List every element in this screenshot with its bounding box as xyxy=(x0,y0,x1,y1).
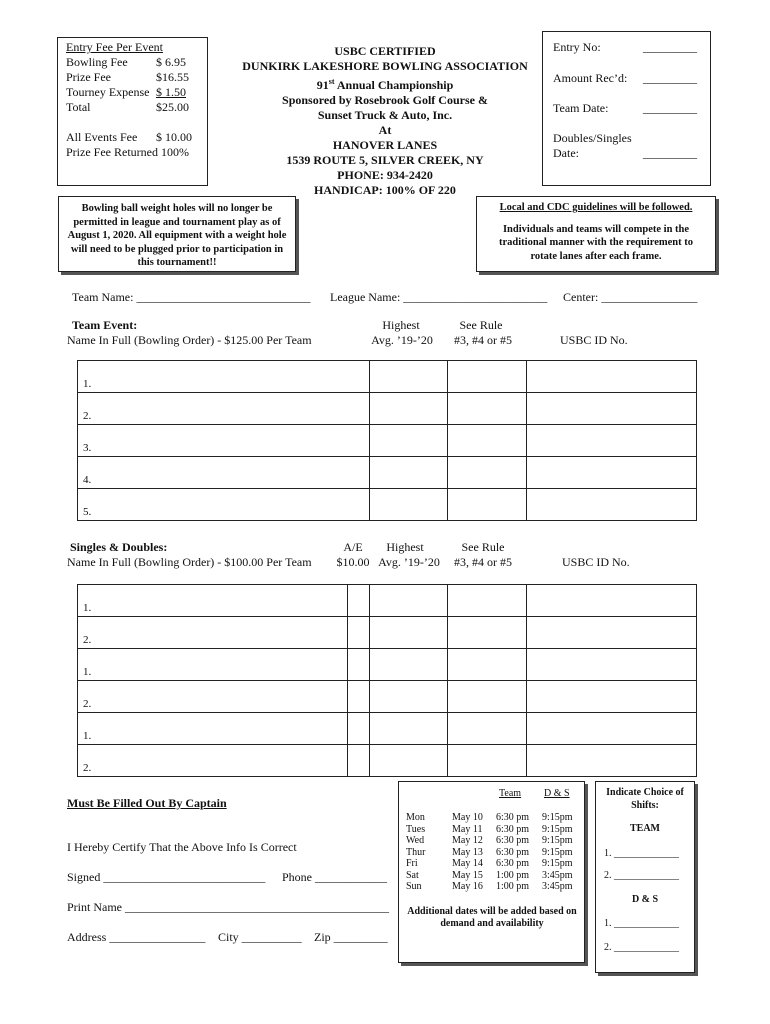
rule-cell[interactable] xyxy=(448,681,527,713)
ds-time: 9:15pm xyxy=(542,846,573,858)
fee-value: $25.00 xyxy=(156,100,189,114)
team-time: 6:30 pm xyxy=(496,846,530,858)
rule-cell[interactable] xyxy=(448,393,527,425)
team-time: 1:00 pm xyxy=(496,869,530,881)
shift-team-choice-2[interactable]: 2. _____________ xyxy=(604,870,679,881)
shift-ds-label: D & S xyxy=(631,894,659,905)
fee-heading: Entry Fee Per Event xyxy=(66,40,163,54)
ds-time: 9:15pm xyxy=(542,858,573,869)
col-highest: Avg. ’19-’20 xyxy=(378,555,440,569)
schedule-row xyxy=(404,870,575,882)
col-ae: A/E xyxy=(343,540,363,554)
team-event-title: Team Event: xyxy=(72,318,138,332)
bowler-name-cell[interactable]: 1. xyxy=(78,649,348,681)
team-event-table xyxy=(77,360,697,521)
ae-cell[interactable] xyxy=(347,585,369,617)
date: May 10 xyxy=(452,812,483,823)
shift-title: Indicate Choice of Shifts: xyxy=(606,787,684,811)
ds-time: 3:45pm xyxy=(542,881,573,892)
col-highest: Highest xyxy=(386,540,424,554)
league-name-field[interactable]: League Name: ________________________ xyxy=(330,290,548,304)
phone-field[interactable]: Phone ____________ xyxy=(282,870,387,884)
team-name-field[interactable]: Team Name: _____________________________ xyxy=(72,290,311,304)
avg-cell[interactable] xyxy=(369,649,448,681)
avg-cell[interactable] xyxy=(369,457,448,489)
shift-team-choice-1[interactable]: 1. _____________ xyxy=(604,848,679,859)
shift-team-label: TEAM xyxy=(630,823,660,834)
ds-date-blank[interactable]: _________ xyxy=(643,146,697,160)
header-line: PHONE: 934-2420 xyxy=(337,168,433,182)
team-event-subtitle: Name In Full (Bowling Order) - $125.00 Per Team xyxy=(67,333,312,347)
ae-cell[interactable] xyxy=(347,649,369,681)
bowler-name-cell[interactable]: 3. xyxy=(78,425,370,457)
notice-title: Local and CDC guidelines will be followed. xyxy=(499,202,693,213)
ds-time: 9:15pm xyxy=(542,812,573,823)
col-usbc: USBC ID No. xyxy=(560,333,628,347)
bowler-name-cell[interactable]: 1. xyxy=(78,361,370,393)
cdc-notice xyxy=(476,196,716,272)
fee-value: $16.55 xyxy=(156,70,189,84)
doubles-subtitle: Name In Full (Bowling Order) - $100.00 Per Team xyxy=(67,555,312,569)
table-row xyxy=(78,585,697,617)
day: Wed xyxy=(406,835,425,846)
ds-date-label: Date: xyxy=(553,146,579,160)
date: May 11 xyxy=(452,823,483,835)
avg-cell[interactable] xyxy=(369,681,448,713)
shift-ds-choice-2[interactable]: 2. _____________ xyxy=(604,942,679,953)
table-row xyxy=(78,489,697,521)
usbc-cell[interactable] xyxy=(527,457,697,489)
rule-cell[interactable] xyxy=(448,361,527,393)
captain-title: Must Be Filled Out By Captain xyxy=(67,796,227,810)
schedule-row xyxy=(404,881,575,893)
bowler-name-cell[interactable]: 5. xyxy=(78,489,370,521)
bowler-name-cell[interactable]: 2. xyxy=(78,393,370,425)
schedule-col-ds: D & S xyxy=(544,788,570,799)
header-sup: st xyxy=(328,77,335,86)
bowler-name-cell[interactable]: 1. xyxy=(78,585,348,617)
usbc-cell[interactable] xyxy=(527,713,697,745)
schedule-row xyxy=(404,835,575,847)
team-date-label: Team Date: xyxy=(553,101,609,115)
prize-returned: Prize Fee Returned 100% xyxy=(66,145,189,159)
fee-label: Tourney Expense xyxy=(66,85,150,99)
col-ae: $10.00 xyxy=(336,555,370,569)
table-row xyxy=(78,713,697,745)
bowler-name-cell[interactable]: 1. xyxy=(78,713,348,745)
shift-choice-box xyxy=(595,781,695,973)
bowler-name-cell[interactable]: 2. xyxy=(78,681,348,713)
team-date-blank[interactable]: _________ xyxy=(643,101,697,115)
team-time: 1:00 pm xyxy=(496,881,530,892)
usbc-cell[interactable] xyxy=(527,489,697,521)
address-field[interactable]: Address ________________ xyxy=(67,930,206,944)
header-rest: Annual Championship xyxy=(334,78,454,92)
ds-time: 3:45pm xyxy=(542,869,573,881)
usbc-cell[interactable] xyxy=(527,361,697,393)
weight-hole-notice xyxy=(58,196,296,272)
table-row xyxy=(78,457,697,489)
print-name-field[interactable]: Print Name ____________________________________________ xyxy=(67,900,389,914)
notice-body: Individuals and teams will compete in the traditional manner with the requirement to rotate lanes after each frame. xyxy=(499,223,693,262)
team-time: 6:30 pm xyxy=(496,812,530,823)
schedule-note: Additional dates will be added based on demand and availability xyxy=(407,906,577,929)
avg-cell[interactable] xyxy=(369,393,448,425)
table-row xyxy=(78,745,697,777)
ae-cell[interactable] xyxy=(347,745,369,777)
table-row xyxy=(78,617,697,649)
avg-cell[interactable] xyxy=(369,585,448,617)
header-num: 91 xyxy=(316,78,329,92)
rule-cell[interactable] xyxy=(448,713,527,745)
avg-cell[interactable] xyxy=(369,425,448,457)
table-row xyxy=(78,649,697,681)
schedule-table xyxy=(404,812,575,893)
entry-no-label: Entry No: xyxy=(553,40,601,54)
header-line: HANOVER LANES xyxy=(332,138,438,152)
team-time: 6:30 pm xyxy=(496,823,530,835)
header-line: At xyxy=(378,123,392,137)
rule-cell[interactable] xyxy=(448,585,527,617)
col-rule: #3, #4 or #5 xyxy=(454,555,512,569)
doubles-table xyxy=(77,584,697,777)
date: May 13 xyxy=(452,846,483,858)
schedule-row xyxy=(404,858,575,870)
usbc-cell[interactable] xyxy=(527,681,697,713)
all-events-label: All Events Fee xyxy=(66,130,138,144)
table-row xyxy=(78,425,697,457)
fee-value: $ 1.50 xyxy=(156,85,186,99)
header-line xyxy=(225,74,545,93)
schedule-box xyxy=(398,781,585,963)
tournament-header xyxy=(225,44,545,198)
schedule-row xyxy=(404,824,575,836)
usbc-cell[interactable] xyxy=(527,585,697,617)
fee-label: Total xyxy=(66,100,91,114)
day: Sat xyxy=(406,869,419,881)
avg-cell[interactable] xyxy=(369,745,448,777)
header-line: Sponsored by Rosebrook Golf Course & xyxy=(282,93,488,107)
avg-cell[interactable] xyxy=(369,617,448,649)
col-highest: Highest xyxy=(382,318,420,332)
schedule-row xyxy=(404,847,575,859)
signed-field[interactable]: Signed ___________________________ xyxy=(67,870,266,884)
day: Fri xyxy=(406,858,418,869)
table-row xyxy=(78,361,697,393)
avg-cell[interactable] xyxy=(369,489,448,521)
certify-text: I Hereby Certify That the Above Info Is Correct xyxy=(67,840,297,854)
fee-box xyxy=(57,37,208,186)
header-line: HANDICAP: 100% OF 220 xyxy=(314,183,456,197)
shift-ds-choice-1[interactable]: 1. _____________ xyxy=(604,918,679,929)
doubles-title: Singles & Doubles: xyxy=(70,540,168,554)
rule-cell[interactable] xyxy=(448,649,527,681)
office-box xyxy=(542,31,711,186)
col-usbc: USBC ID No. xyxy=(562,555,630,569)
usbc-cell[interactable] xyxy=(527,425,697,457)
ds-time: 9:15pm xyxy=(542,835,573,846)
amount-blank[interactable]: _________ xyxy=(643,71,697,85)
avg-cell[interactable] xyxy=(369,713,448,745)
date: May 14 xyxy=(452,858,483,869)
header-line: 1539 ROUTE 5, SILVER CREEK, NY xyxy=(286,153,484,167)
schedule-col-team: Team xyxy=(499,788,522,799)
rule-cell[interactable] xyxy=(448,489,527,521)
entry-no-blank[interactable]: _________ xyxy=(643,40,697,54)
usbc-cell[interactable] xyxy=(527,649,697,681)
bowler-name-cell[interactable]: 4. xyxy=(78,457,370,489)
day: Sun xyxy=(406,881,422,892)
date: May 15 xyxy=(452,869,483,881)
table-row xyxy=(78,393,697,425)
date: May 16 xyxy=(452,881,483,892)
ae-cell[interactable] xyxy=(347,617,369,649)
col-rule: See Rule xyxy=(459,318,503,332)
date: May 12 xyxy=(452,835,483,846)
fee-label: Bowling Fee xyxy=(66,55,128,69)
all-events-value: $ 10.00 xyxy=(156,130,192,144)
day: Thur xyxy=(406,846,426,858)
rule-cell[interactable] xyxy=(448,457,527,489)
ae-cell[interactable] xyxy=(347,713,369,745)
amount-label: Amount Rec’d: xyxy=(553,71,628,85)
center-field[interactable]: Center: ________________ xyxy=(563,290,698,304)
ds-date-label: Doubles/Singles xyxy=(553,131,632,145)
zip-field[interactable]: Zip _________ xyxy=(314,930,388,944)
ae-cell[interactable] xyxy=(347,681,369,713)
rule-cell[interactable] xyxy=(448,425,527,457)
usbc-cell[interactable] xyxy=(527,745,697,777)
rule-cell[interactable] xyxy=(448,745,527,777)
header-line: USBC CERTIFIED xyxy=(334,44,436,58)
day: Tues xyxy=(406,823,426,835)
schedule-row xyxy=(404,812,575,824)
fee-label: Prize Fee xyxy=(66,70,111,84)
ds-time: 9:15pm xyxy=(542,823,573,835)
table-row xyxy=(78,681,697,713)
usbc-cell[interactable] xyxy=(527,617,697,649)
bowler-name-cell[interactable]: 2. xyxy=(78,617,348,649)
usbc-cell[interactable] xyxy=(527,393,697,425)
bowler-name-cell[interactable]: 2. xyxy=(78,745,348,777)
col-rule: See Rule xyxy=(461,540,505,554)
city-field[interactable]: City __________ xyxy=(218,930,302,944)
day: Mon xyxy=(406,812,425,823)
header-line: Sunset Truck & Auto, Inc. xyxy=(317,108,453,122)
col-highest: Avg. ’19-’20 xyxy=(371,333,433,347)
header-line: DUNKIRK LAKESHORE BOWLING ASSOCIATION xyxy=(242,59,528,73)
fee-value: $ 6.95 xyxy=(156,55,186,69)
rule-cell[interactable] xyxy=(448,617,527,649)
team-time: 6:30 pm xyxy=(496,858,530,869)
avg-cell[interactable] xyxy=(369,361,448,393)
notice-text: Bowling ball weight holes will no longer be permitted in league and tournament play as of August 1, 2020. All equipment with a weight hole will need to be plugged prior to participation in this tournament!! xyxy=(67,203,287,268)
col-rule: #3, #4 or #5 xyxy=(454,333,512,347)
team-time: 6:30 pm xyxy=(496,835,530,846)
